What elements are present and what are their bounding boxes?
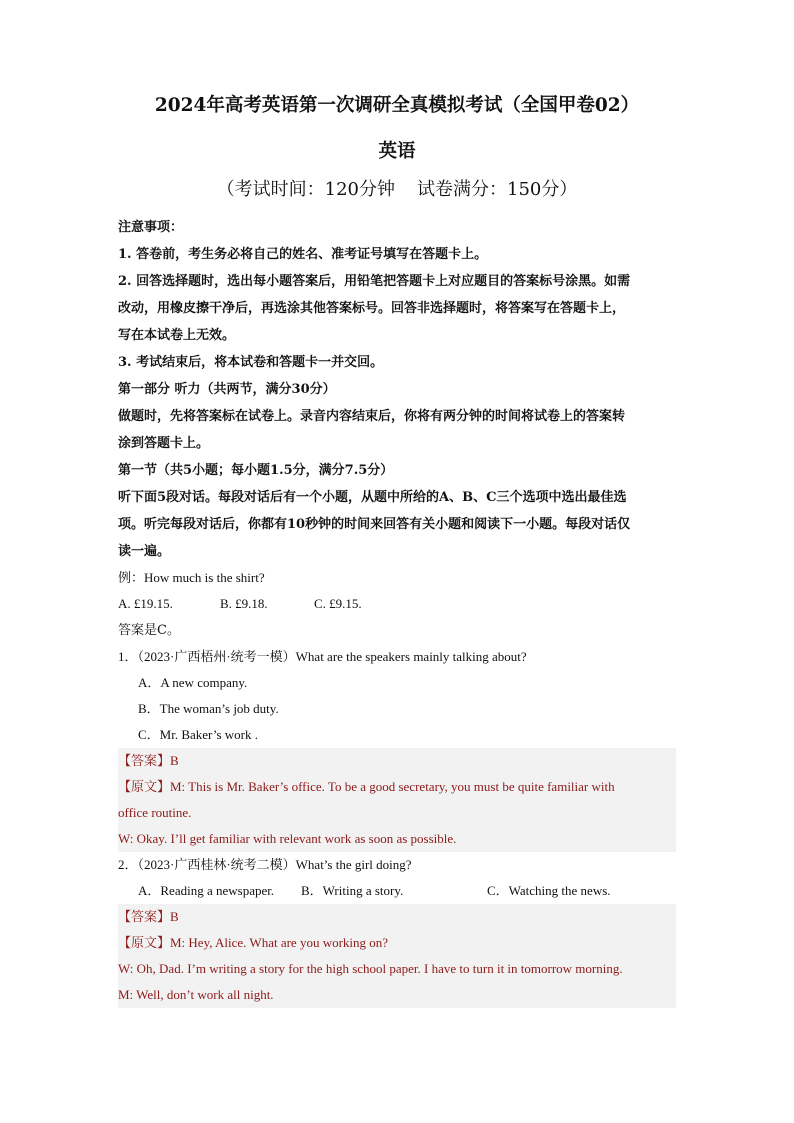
- question-2: [118, 852, 676, 1008]
- notes-item-2-line-1: 2. 回答选择题时，选出每小题答案后，用铅笔把答题卡上对应题目的答案标号涂黑。如需: [118, 274, 631, 289]
- time-info: [118, 178, 676, 202]
- question-1-option-c: C．Mr. Baker’s work .: [138, 727, 259, 742]
- question-1: [118, 644, 676, 852]
- example-options: [118, 591, 676, 617]
- notes-item-2-line-3: 写在本试卷上无效。: [118, 328, 236, 343]
- part1-section: [118, 376, 676, 457]
- full-score: 试卷满分：150分）: [417, 179, 578, 200]
- notes-heading: 注意事项：: [118, 220, 184, 235]
- example-block: [118, 565, 676, 644]
- section1-heading: 第一节（共5小题；每小题1.5分，满分7.5分）: [118, 463, 394, 478]
- notes-item-2-line-2: 改动，用橡皮擦干净后，再选涂其他答案标号。回答非选择题时，将答案写在答题卡上，: [118, 301, 626, 316]
- notes-section: [118, 214, 676, 376]
- question-1-script-line-1: 【原文】M: This is Mr. Baker’s office. To be a good secretary, you must be quite familiar with: [118, 779, 615, 794]
- example-question: 例：How much is the shirt?: [118, 570, 265, 585]
- section1: [118, 457, 676, 565]
- question-1-option-b: B．The woman’s job duty.: [138, 701, 279, 716]
- time-limit: （考试时间：120分钟: [216, 179, 395, 200]
- question-1-stem: 1．（2023·广西梧州·统考一模）What are the speakers mainly talking about?: [118, 649, 527, 664]
- example-option-b: B. £9.18.: [220, 596, 268, 611]
- subject-title: 英语: [378, 141, 416, 162]
- example-answer: 答案是C。: [118, 623, 180, 638]
- notes-item-1: 1. 答卷前，考生务必将自己的姓名、准考证号填写在答题卡上。: [118, 247, 488, 262]
- part1-heading: 第一部分 听力（共两节，满分30分）: [118, 382, 336, 397]
- exam-page: [118, 94, 676, 1008]
- notes-item-3: 3. 考试结束后，将本试卷和答题卡一并交回。: [118, 355, 384, 370]
- question-2-option-c: C．Watching the news.: [487, 883, 611, 898]
- question-2-answer: 【答案】B: [118, 909, 179, 924]
- section1-instruction-line-3: 读一遍。: [118, 544, 171, 559]
- exam-title: 2024年高考英语第一次调研全真模拟考试（全国甲卷02）: [154, 95, 640, 116]
- question-2-script-line-1: 【原文】M: Hey, Alice. What are you working on?: [118, 935, 389, 950]
- part1-instruction-line-2: 涂到答题卡上。: [118, 436, 210, 451]
- question-1-option-a: A．A new company.: [138, 675, 248, 690]
- question-1-script-line-3: W: Okay. I’ll get familiar with relevant work as soon as possible.: [118, 831, 457, 846]
- question-2-option-a: A．Reading a newspaper.: [138, 883, 275, 898]
- example-option-c: C. £9.15.: [314, 596, 362, 611]
- question-2-script-line-3: M: Well, don’t work all night.: [118, 987, 274, 1002]
- question-2-options: [118, 878, 676, 904]
- question-1-answer: 【答案】B: [118, 753, 179, 768]
- section1-instruction-line-1: 听下面5段对话。每段对话后有一个小题，从题中所给的A、B、C三个选项中选出最佳选: [118, 490, 627, 505]
- question-1-answer-box: [118, 748, 676, 852]
- question-2-stem: 2．（2023·广西桂林·统考二模）What’s the girl doing?: [118, 857, 412, 872]
- question-2-answer-box: [118, 904, 676, 1008]
- section1-instruction-line-2: 项。听完每段对话后，你都有10秒钟的时间来回答有关小题和阅读下一小题。每段对话仅: [118, 517, 631, 532]
- part1-instruction-line-1: 做题时，先将答案标在试卷上。录音内容结束后，你将有两分钟的时间将试卷上的答案转: [118, 409, 626, 424]
- question-2-option-b: B．Writing a story.: [301, 883, 404, 898]
- example-option-a: A. £19.15.: [118, 596, 173, 611]
- question-2-script-line-2: W: Oh, Dad. I’m writing a story for the high school paper. I have to turn it in tomorrow morning.: [118, 961, 623, 976]
- question-1-script-line-2: office routine.: [118, 805, 192, 820]
